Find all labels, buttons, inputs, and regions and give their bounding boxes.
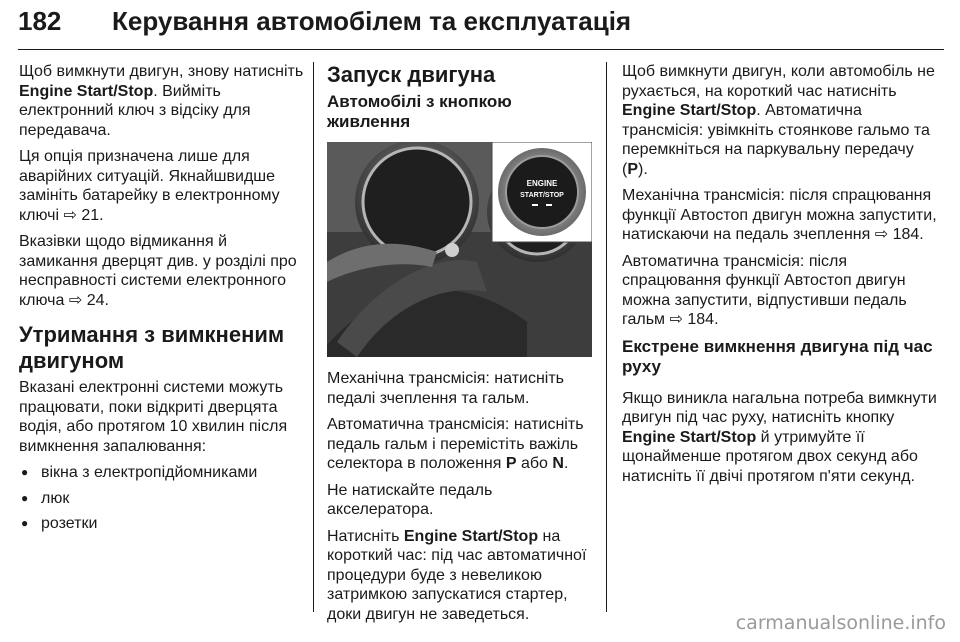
column-divider <box>606 62 607 612</box>
header-rule <box>18 49 944 50</box>
page-title: Керування автомобілем та експлуатація <box>112 6 632 36</box>
column-middle <box>327 62 597 631</box>
column-left <box>19 62 309 540</box>
paragraph: Натисніть Engine Start/Stop на короткий час: під час автоматичної процедури буде з невеликою затримкою запускатися стартер, доки двигун не заведеться. <box>327 527 587 623</box>
photo-button-text-line2: START/STOP <box>520 192 564 199</box>
page-reference[interactable]: 184 <box>892 226 920 243</box>
subsection-heading: Автомобілі з кнопкою живлення <box>327 92 512 131</box>
paragraph: Механічна трансмісія: натисніть педалі зчеплення та гальм. <box>327 370 565 407</box>
list-item: ● люк <box>19 489 309 509</box>
page-ref-arrow-icon[interactable]: ⇨ <box>68 291 83 309</box>
photo-button-text-line1: ENGINE <box>526 179 558 188</box>
section-heading: Утримання з вимкненим двигуном <box>19 322 285 373</box>
paragraph: Не натискайте педаль акселератора. <box>327 481 493 518</box>
section-heading: Запуск двигуна <box>327 62 496 87</box>
paragraph: Вказівки щодо відмикання й замикання дверцят див. у розділі про несправності системи електронного ключа ⇨ 24. <box>19 233 297 309</box>
engine-button-name: Engine Start/Stop <box>19 82 154 100</box>
paragraph: Автоматична трансмісія: після спрацювання функції Автостоп двигун можна запустити, відпустивши педаль гальм ⇨ 184. <box>622 252 907 328</box>
paragraph: Вказані електронні системи можуть працювати, поки відкриті дверцята водія, або протягом 10 хвилин після вимкнення запалювання: <box>19 379 288 455</box>
list-item: ● розетки <box>19 514 309 534</box>
engine-button-name: Engine Start/Stop <box>622 428 757 446</box>
page-ref-arrow-icon[interactable]: ⇨ <box>874 226 889 243</box>
page-reference[interactable]: 24 <box>86 291 105 309</box>
paragraph: Якщо виникла нагальна потреба вимкнути двигун під час руху, натисніть кнопку Engine Start/Stop й утримуйте її щонайменше протягом двох секунд або натисніть її двічі протягом п'яти секунд. <box>622 389 937 485</box>
page-number: 182 <box>18 6 62 36</box>
engine-button-name: Engine Start/Stop <box>622 102 757 119</box>
page-ref-arrow-icon[interactable]: ⇨ <box>669 311 683 328</box>
list-item: ● вікна з електропідйомниками <box>19 463 309 483</box>
watermark: carmanualsonline.info <box>735 612 946 634</box>
paragraph: Щоб вимкнути двигун, знову натисніть Engine Start/Stop. Вийміть електронний ключ з відсіку для передавача. <box>19 63 304 139</box>
engine-button-name: Engine Start/Stop <box>403 527 539 545</box>
section-heading: Екстрене вимкнення двигуна під час руху <box>622 336 933 376</box>
page-reference[interactable]: 184 <box>687 311 715 328</box>
column-right <box>622 62 942 493</box>
paragraph: Ця опція призначена лише для аварійних ситуацій. Якнайшвидше замініть батарейку в електронному ключі ⇨ 21. <box>19 148 280 224</box>
bullet-list <box>19 463 309 534</box>
page-ref-arrow-icon[interactable]: ⇨ <box>63 206 77 224</box>
engine-button-photo <box>327 142 592 357</box>
paragraph: Механічна трансмісія: після спрацювання функції Автостоп двигун можна запустити, натискаючи на педаль зчеплення ⇨ 184. <box>622 187 937 243</box>
page-reference[interactable]: 21 <box>81 206 100 224</box>
column-divider <box>313 62 314 612</box>
paragraph: Щоб вимкнути двигун, коли автомобіль не рухається, на короткий час натисніть Engine Start/Stop. Автоматична трансмісія: увімкніть стоянкове гальмо та перемкніться на паркувальну передачу (P). <box>622 63 935 178</box>
paragraph: Автоматична трансмісія: натисніть педаль гальм і перемістіть важіль селектора в положення P або N. <box>327 416 584 472</box>
